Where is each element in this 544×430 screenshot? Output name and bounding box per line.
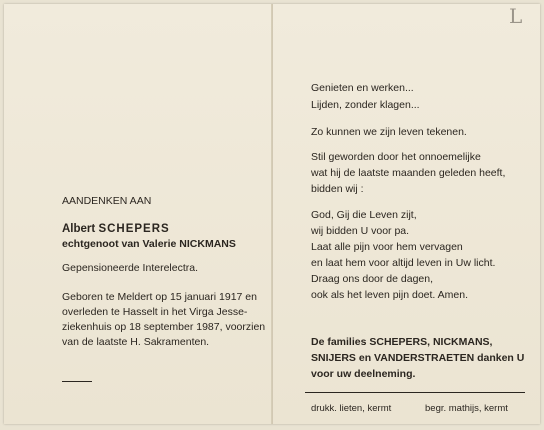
poem-line-12: ook als het leven pijn doet. Amen.	[311, 289, 469, 301]
bio-line-2: overleden te Hasselt in het Virga Jesse-	[62, 306, 248, 318]
poem-line-8: wij bidden U voor pa.	[311, 225, 410, 237]
poem-line-9: Laat alle pijn voor hem vervagen	[311, 241, 463, 253]
corner-mark: L	[509, 4, 523, 28]
spouse-line: echtgenoot van Valerie NICKMANS	[62, 238, 236, 250]
occupation: Gepensioneerde Interelectra.	[62, 262, 199, 274]
last-name: SCHEPERS	[98, 223, 170, 235]
printer-rule	[305, 392, 525, 393]
poem-line-6: bidden wij :	[311, 183, 364, 195]
deceased-name	[62, 222, 170, 236]
poem-line-7: God, Gij die Leven zijt,	[311, 209, 417, 221]
card-fold	[271, 4, 273, 424]
thanks-line-1: De families SCHEPERS, NICKMANS,	[311, 336, 493, 348]
bio-line-1: Geboren te Meldert op 15 januari 1917 en	[62, 291, 257, 303]
bio-line-4: van de laatste H. Sakramenten.	[62, 336, 210, 348]
divider	[62, 381, 92, 382]
bio-line-3: ziekenhuis op 18 september 1987, voorzien	[62, 321, 266, 333]
poem-line-10: en laat hem voor altijd leven in Uw licht.	[311, 257, 496, 269]
poem-line-2: Lijden, zonder klagen...	[311, 99, 420, 111]
thanks-line-2: SNIJERS en VANDERSTRAETEN danken U	[311, 352, 525, 364]
poem-line-3: Zo kunnen we zijn leven tekenen.	[311, 126, 467, 138]
first-name: Albert	[62, 223, 96, 235]
poem-line-11: Draag ons door de dagen,	[311, 273, 434, 285]
thanks-line-3: voor uw deelneming.	[311, 368, 416, 380]
printer-right: begr. mathijs, kermt	[425, 403, 508, 414]
printer-left: drukk. lieten, kermt	[311, 403, 392, 414]
poem-line-4: Stil geworden door het onnoemelijke	[311, 151, 481, 163]
heading: AANDENKEN AAN	[62, 195, 152, 207]
poem-line-5: wat hij de laatste maanden geleden heeft,	[311, 167, 506, 179]
poem-line-1: Genieten en werken...	[311, 82, 414, 94]
